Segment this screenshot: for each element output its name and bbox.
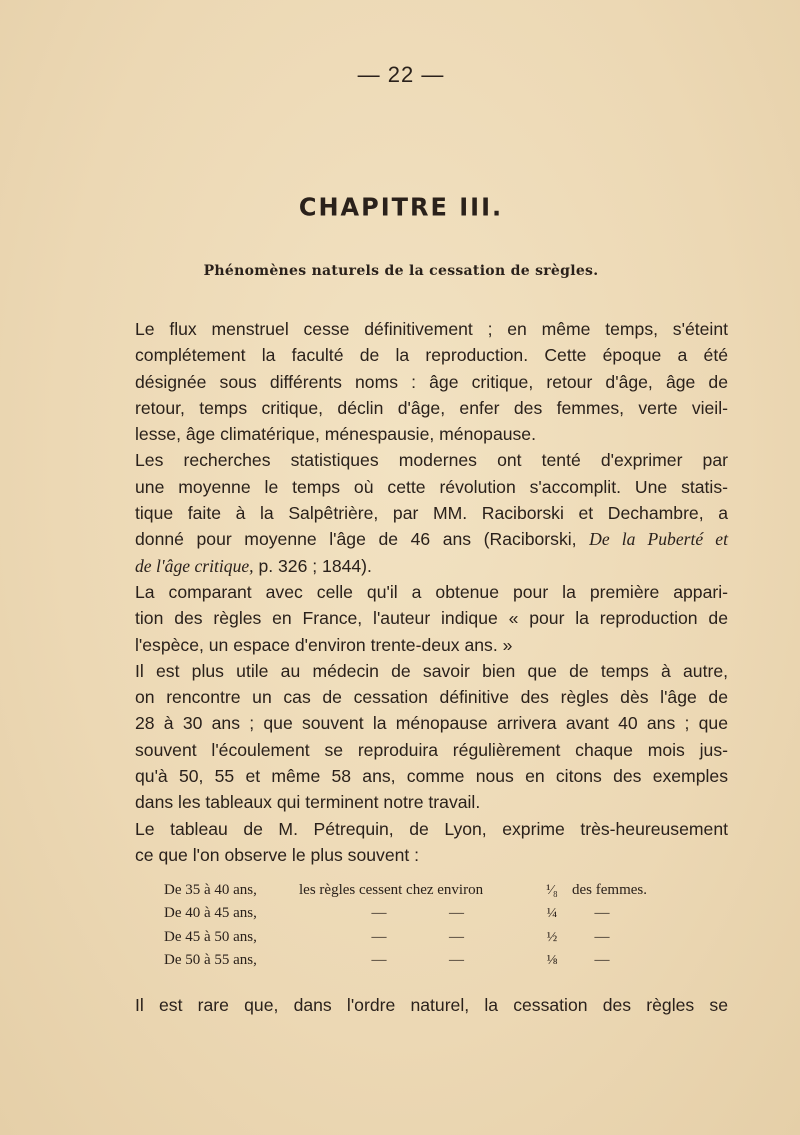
paragraph-4 [135,658,728,816]
table-row [164,949,724,972]
text-line: ce que l'on observe le plus souvent : [135,844,420,865]
text-line-with-citation [135,553,728,579]
ditto-mark: — [594,905,610,922]
text-line: Les recherches statistiques modernes ont tenté d'exprimer par [135,450,728,471]
paragraph-1 [135,316,728,447]
ditto-mark: — [449,905,464,922]
row-text: les règles cessent chez environ [299,882,484,898]
age-range: De 35 à 40 ans, [164,882,257,898]
text-line: dans les tableaux qui terminent notre travail. [135,792,481,813]
table-row [164,926,724,949]
age-range: De 45 à 50 ans, [164,928,257,945]
text-line: une moyenne le temps où cette révolution s'accomplit. Une statis- [135,476,728,497]
closing-text-line: Il est rare que, dans l'ordre naturel, la cessation des règles se [135,995,728,1015]
paragraph-3 [135,579,728,658]
paragraph-2 [135,447,728,578]
fraction: ½ [546,929,558,945]
section-title: Phénomènes naturels de la cessation de srègles. [203,263,599,279]
page-number: — 22 — [357,62,445,87]
text-line: complétement la faculté de la reproduction. Cette époque a été [135,345,728,366]
ditto-mark: — [449,952,464,969]
text-line: on rencontre un cas de cessation définitive des règles dès l'âge de [135,687,728,708]
chapter-title: CHAPITRE III. [298,192,504,222]
text-line: 28 à 30 ans ; que souvent la ménopause arrivera avant 40 ans ; que [135,713,728,734]
paragraph-5 [135,816,728,869]
table-row [164,902,724,925]
age-range: De 40 à 45 ans, [164,905,257,922]
ditto-mark: — [449,928,464,945]
text-line: tion des règles en France, l'auteur indique « pour la reproduction de [135,608,728,629]
body-text [135,316,728,868]
table-row [164,879,724,902]
ditto-mark: — [594,928,610,945]
citation-title: De la Puberté et [589,529,728,550]
fraction: ⅛ [546,953,558,969]
text-line: Le tableau de M. Pétrequin, de Lyon, exprime très-heureusement [135,818,728,839]
text-line: qu'à 50, 55 et même 58 ans, comme nous en citons des exemples [135,766,728,787]
text-fragment: donné pour moyenne l'âge de 46 ans (Raciborski, [135,529,590,550]
text-line: Il est plus utile au médecin de savoir bien que de temps à autre, [135,660,728,681]
text-line: souvent l'écoulement se reproduira régulièrement chaque mois jus- [135,739,728,760]
text-line: lesse, âge climatérique, ménespausie, ménopause. [135,424,536,445]
text-line: La comparant avec celle qu'il a obtenue pour la première appari- [135,581,728,602]
age-range: De 50 à 55 ans, [164,952,257,969]
statistics-table [164,879,724,973]
ditto-mark: — [371,928,387,945]
ditto-mark: — [594,952,610,969]
text-fragment: p. 326 ; 1844). [253,555,372,576]
row-tail: des femmes. [572,882,647,898]
citation-title: de l'âge critique, [135,555,254,576]
text-line-with-citation [135,526,728,552]
ditto-mark: — [371,952,387,969]
fraction: ¼ [546,906,558,922]
text-line: Le flux menstruel cesse définitivement ; en même temps, s'éteint [135,319,728,339]
text-line: retour, temps critique, déclin d'âge, enfer des femmes, verte vieil- [135,397,728,418]
fraction: ¹⁄₈ [546,883,558,898]
text-line: l'espèce, un espace d'environ trente-deux ans. » [135,634,513,655]
text-line: tique faite à la Salpêtrière, par MM. Raciborski et Dechambre, a [135,503,728,524]
ditto-mark: — [371,905,387,922]
text-line: désignée sous différents noms : âge critique, retour d'âge, âge de [135,371,728,392]
